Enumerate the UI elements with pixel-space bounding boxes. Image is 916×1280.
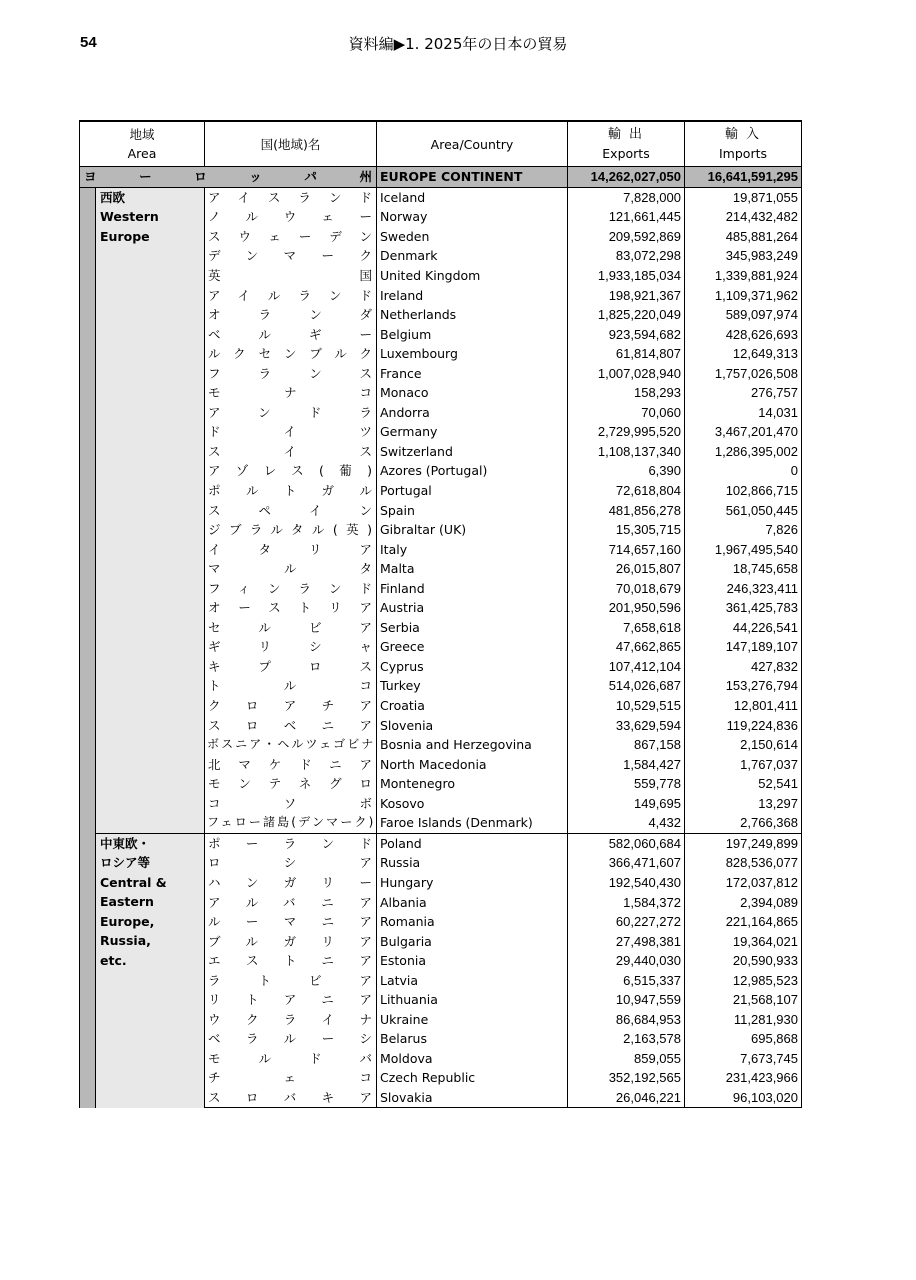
region-name-jp: 西欧 (100, 189, 126, 205)
country-name-en: Bosnia and Herzegovina (377, 735, 568, 755)
country-name-en: Germany (377, 422, 568, 442)
imports-value: 2,150,614 (685, 735, 802, 755)
imports-value: 44,226,541 (685, 618, 802, 638)
imports-value: 828,536,077 (685, 853, 802, 873)
country-name-en: Netherlands (377, 305, 568, 325)
exports-value: 4,432 (568, 813, 685, 833)
country-name-jp: リトアニア (205, 990, 377, 1010)
imports-value: 147,189,107 (685, 637, 802, 657)
header-imports-jp: 輸 入 (724, 127, 762, 142)
country-name-en: Portugal (377, 481, 568, 501)
imports-value: 12,985,523 (685, 970, 802, 990)
country-name-en: Hungary (377, 873, 568, 893)
continent-exports: 14,262,027,050 (568, 167, 685, 188)
exports-value: 7,658,618 (568, 618, 685, 638)
country-name-en: Lithuania (377, 990, 568, 1010)
country-name-en: Azores (Portugal) (377, 461, 568, 481)
country-name-en: Cyprus (377, 657, 568, 677)
imports-value: 1,339,881,924 (685, 266, 802, 286)
imports-value: 1,967,495,540 (685, 539, 802, 559)
country-name-jp: アイスランド (205, 187, 377, 207)
imports-value: 7,673,745 (685, 1049, 802, 1069)
imports-value: 172,037,812 (685, 873, 802, 893)
country-name-en: Serbia (377, 618, 568, 638)
country-name-jp: ベラルーシ (205, 1029, 377, 1049)
exports-value: 83,072,298 (568, 246, 685, 266)
imports-value: 7,826 (685, 520, 802, 540)
header-area (80, 121, 205, 167)
exports-value: 209,592,869 (568, 227, 685, 247)
country-name-jp: 英国 (205, 266, 377, 286)
country-name-en: Belarus (377, 1029, 568, 1049)
country-name-en: Albania (377, 892, 568, 912)
country-name-en: Bulgaria (377, 931, 568, 951)
country-name-jp: ハンガリー (205, 873, 377, 893)
imports-value: 428,626,693 (685, 324, 802, 344)
country-name-jp: スペイン (205, 500, 377, 520)
country-name-jp: スロバキア (205, 1088, 377, 1108)
exports-value: 1,007,028,940 (568, 363, 685, 383)
country-name-jp: アイルランド (205, 285, 377, 305)
imports-value: 11,281,930 (685, 1010, 802, 1030)
country-name-jp: アルバニア (205, 892, 377, 912)
exports-value: 366,471,607 (568, 853, 685, 873)
country-name-en: Latvia (377, 970, 568, 990)
imports-value: 102,866,715 (685, 481, 802, 501)
header-exports (568, 121, 685, 167)
country-name-en: Denmark (377, 246, 568, 266)
region-name-en-line: etc. (100, 952, 127, 968)
exports-value: 859,055 (568, 1049, 685, 1069)
country-name-en: Sweden (377, 227, 568, 247)
exports-value: 2,729,995,520 (568, 422, 685, 442)
exports-value: 7,828,000 (568, 187, 685, 207)
exports-value: 192,540,430 (568, 873, 685, 893)
imports-value: 246,323,411 (685, 578, 802, 598)
exports-value: 6,390 (568, 461, 685, 481)
country-name-jp: ロシア (205, 853, 377, 873)
imports-value: 0 (685, 461, 802, 481)
exports-value: 201,950,596 (568, 598, 685, 618)
country-name-jp: アンドラ (205, 403, 377, 423)
exports-value: 15,305,715 (568, 520, 685, 540)
country-name-jp: モルドバ (205, 1049, 377, 1069)
exports-value: 33,629,594 (568, 715, 685, 735)
imports-value: 153,276,794 (685, 676, 802, 696)
page-title: 資料編▶1. 2025年の日本の貿易 (348, 35, 568, 53)
header-imports-en: Imports (719, 146, 767, 161)
country-name-jp: ラトビア (205, 970, 377, 990)
region-name-en-line: Western (100, 209, 159, 225)
country-name-jp: フィンランド (205, 578, 377, 598)
imports-value: 19,871,055 (685, 187, 802, 207)
region-name-en-line: Europe, (100, 913, 155, 929)
exports-value: 923,594,682 (568, 324, 685, 344)
country-name-jp: チェコ (205, 1068, 377, 1088)
country-name-jp: クロアチア (205, 696, 377, 716)
exports-value: 10,947,559 (568, 990, 685, 1010)
country-name-en: Estonia (377, 951, 568, 971)
exports-value: 86,684,953 (568, 1010, 685, 1030)
region-label (96, 833, 205, 1108)
region-name-en-line: Eastern (100, 894, 154, 910)
imports-value: 1,109,371,962 (685, 285, 802, 305)
country-name-en: United Kingdom (377, 266, 568, 286)
imports-value: 12,649,313 (685, 344, 802, 364)
exports-value: 1,825,220,049 (568, 305, 685, 325)
country-name-en: Turkey (377, 676, 568, 696)
country-name-jp: ポーランド (205, 833, 377, 853)
country-name-en: Belgium (377, 324, 568, 344)
header-area-country-label: Area/Country (430, 136, 514, 152)
header-imports (685, 121, 802, 167)
imports-value: 21,568,107 (685, 990, 802, 1010)
exports-value: 61,814,807 (568, 344, 685, 364)
imports-value: 18,745,658 (685, 559, 802, 579)
exports-value: 47,662,865 (568, 637, 685, 657)
exports-value: 1,584,427 (568, 754, 685, 774)
exports-value: 121,661,445 (568, 207, 685, 227)
imports-value: 13,297 (685, 794, 802, 814)
exports-value: 27,498,381 (568, 931, 685, 951)
country-name-en: Greece (377, 637, 568, 657)
imports-value: 221,164,865 (685, 912, 802, 932)
country-name-jp: モナコ (205, 383, 377, 403)
country-name-en: Slovenia (377, 715, 568, 735)
country-name-jp: コソボ (205, 794, 377, 814)
country-name-en: Austria (377, 598, 568, 618)
country-name-jp: ポルトガル (205, 481, 377, 501)
continent-row (80, 167, 802, 188)
country-name-jp: ギリシャ (205, 637, 377, 657)
country-name-en: Russia (377, 853, 568, 873)
continent-name-en: EUROPE CONTINENT (377, 167, 568, 188)
country-name-en: Iceland (377, 187, 568, 207)
imports-value: 214,432,482 (685, 207, 802, 227)
exports-value: 559,778 (568, 774, 685, 794)
country-name-en: Norway (377, 207, 568, 227)
exports-value: 26,015,807 (568, 559, 685, 579)
exports-value: 26,046,221 (568, 1088, 685, 1108)
imports-value: 485,881,264 (685, 227, 802, 247)
country-name-jp: ボスニア・ヘルツェゴビナ (205, 735, 377, 755)
imports-value: 3,467,201,470 (685, 422, 802, 442)
imports-value: 695,868 (685, 1029, 802, 1049)
country-name-jp: モンテネグロ (205, 774, 377, 794)
header-area-en: Area (127, 146, 157, 161)
imports-value: 276,757 (685, 383, 802, 403)
country-name-jp: フランス (205, 363, 377, 383)
country-name-en: Croatia (377, 696, 568, 716)
country-name-en: Spain (377, 500, 568, 520)
country-name-en: Czech Republic (377, 1068, 568, 1088)
country-name-en: Kosovo (377, 794, 568, 814)
country-name-jp: キプロス (205, 657, 377, 677)
imports-value: 1,286,395,002 (685, 442, 802, 462)
continent-imports: 16,641,591,295 (685, 167, 802, 188)
header-area-jp: 地域 (129, 127, 155, 142)
country-name-en: France (377, 363, 568, 383)
imports-value: 561,050,445 (685, 500, 802, 520)
country-name-jp: オーストリア (205, 598, 377, 618)
exports-value: 1,108,137,340 (568, 442, 685, 462)
continent-name-jp: ヨーロッパ州 (80, 167, 377, 188)
imports-value: 96,103,020 (685, 1088, 802, 1108)
country-name-jp: ルーマニア (205, 912, 377, 932)
country-name-jp: ブルガリア (205, 931, 377, 951)
exports-value: 6,515,337 (568, 970, 685, 990)
exports-value: 352,192,565 (568, 1068, 685, 1088)
header-country (205, 121, 377, 167)
country-name-en: Switzerland (377, 442, 568, 462)
table-header-row (80, 121, 802, 167)
imports-value: 119,224,836 (685, 715, 802, 735)
imports-value: 589,097,974 (685, 305, 802, 325)
exports-value: 198,921,367 (568, 285, 685, 305)
country-name-jp: ベルギー (205, 324, 377, 344)
country-name-en: Romania (377, 912, 568, 932)
country-name-en: North Macedonia (377, 754, 568, 774)
country-name-en: Gibraltar (UK) (377, 520, 568, 540)
exports-value: 714,657,160 (568, 539, 685, 559)
country-name-jp: エストニア (205, 951, 377, 971)
country-name-en: Finland (377, 578, 568, 598)
exports-value: 60,227,272 (568, 912, 685, 932)
page-number: 54 (80, 34, 97, 51)
country-name-jp: ジブラルタル(英) (205, 520, 377, 540)
country-name-jp: ルクセンブルク (205, 344, 377, 364)
region-name-jp: 中東欧・ (100, 835, 151, 851)
country-name-en: Ireland (377, 285, 568, 305)
imports-value: 345,983,249 (685, 246, 802, 266)
country-name-en: Monaco (377, 383, 568, 403)
exports-value: 10,529,515 (568, 696, 685, 716)
country-name-jp: ウクライナ (205, 1010, 377, 1030)
page-header (0, 0, 916, 60)
country-name-jp: マルタ (205, 559, 377, 579)
header-exports-jp: 輸 出 (607, 127, 645, 142)
country-name-jp: ノルウェー (205, 207, 377, 227)
country-name-en: Ukraine (377, 1010, 568, 1030)
table-row (80, 833, 802, 853)
exports-value: 149,695 (568, 794, 685, 814)
imports-value: 1,767,037 (685, 754, 802, 774)
country-name-jp: アゾレス(葡) (205, 461, 377, 481)
region-name-en-line: Europe (100, 228, 150, 244)
region-label (96, 187, 205, 833)
country-name-en: Italy (377, 539, 568, 559)
country-name-en: Faroe Islands (Denmark) (377, 813, 568, 833)
imports-value: 2,766,368 (685, 813, 802, 833)
country-name-jp: トルコ (205, 676, 377, 696)
continent-bar (80, 187, 96, 1108)
exports-value: 867,158 (568, 735, 685, 755)
exports-value: 1,584,372 (568, 892, 685, 912)
exports-value: 1,933,185,034 (568, 266, 685, 286)
country-name-jp: セルビア (205, 618, 377, 638)
exports-value: 29,440,030 (568, 951, 685, 971)
header-exports-en: Exports (602, 146, 650, 161)
exports-value: 70,018,679 (568, 578, 685, 598)
region-name-en-line: Central & (100, 874, 167, 890)
exports-value: 70,060 (568, 403, 685, 423)
imports-value: 1,757,026,508 (685, 363, 802, 383)
exports-value: 514,026,687 (568, 676, 685, 696)
country-name-en: Montenegro (377, 774, 568, 794)
header-country-jp: 国(地域)名 (260, 136, 321, 152)
country-name-jp: 北マケドニア (205, 754, 377, 774)
table-row (80, 187, 802, 207)
country-name-en: Luxembourg (377, 344, 568, 364)
imports-value: 12,801,411 (685, 696, 802, 716)
imports-value: 231,423,966 (685, 1068, 802, 1088)
country-name-jp: ドイツ (205, 422, 377, 442)
region-name-jp-line2: ロシア等 (100, 855, 151, 871)
imports-value: 52,541 (685, 774, 802, 794)
imports-value: 20,590,933 (685, 951, 802, 971)
exports-value: 481,856,278 (568, 500, 685, 520)
country-name-en: Moldova (377, 1049, 568, 1069)
exports-value: 107,412,104 (568, 657, 685, 677)
country-name-jp: スイス (205, 442, 377, 462)
country-name-jp: イタリア (205, 539, 377, 559)
imports-value: 361,425,783 (685, 598, 802, 618)
region-name-en-line: Russia, (100, 933, 151, 949)
country-name-en: Andorra (377, 403, 568, 423)
exports-value: 158,293 (568, 383, 685, 403)
imports-value: 197,249,899 (685, 833, 802, 853)
country-name-jp: デンマーク (205, 246, 377, 266)
table-body (80, 167, 802, 1108)
imports-value: 19,364,021 (685, 931, 802, 951)
imports-value: 2,394,089 (685, 892, 802, 912)
country-name-jp: スロベニア (205, 715, 377, 735)
country-name-jp: オランダ (205, 305, 377, 325)
exports-value: 72,618,804 (568, 481, 685, 501)
country-name-jp: フェロー諸島(デンマーク) (205, 813, 377, 833)
country-name-jp: スウェーデン (205, 227, 377, 247)
country-name-en: Slovakia (377, 1088, 568, 1108)
exports-value: 582,060,684 (568, 833, 685, 853)
exports-value: 2,163,578 (568, 1029, 685, 1049)
imports-value: 427,832 (685, 657, 802, 677)
trade-table (79, 120, 802, 1108)
imports-value: 14,031 (685, 403, 802, 423)
header-area-country (377, 121, 568, 167)
country-name-en: Poland (377, 833, 568, 853)
country-name-en: Malta (377, 559, 568, 579)
